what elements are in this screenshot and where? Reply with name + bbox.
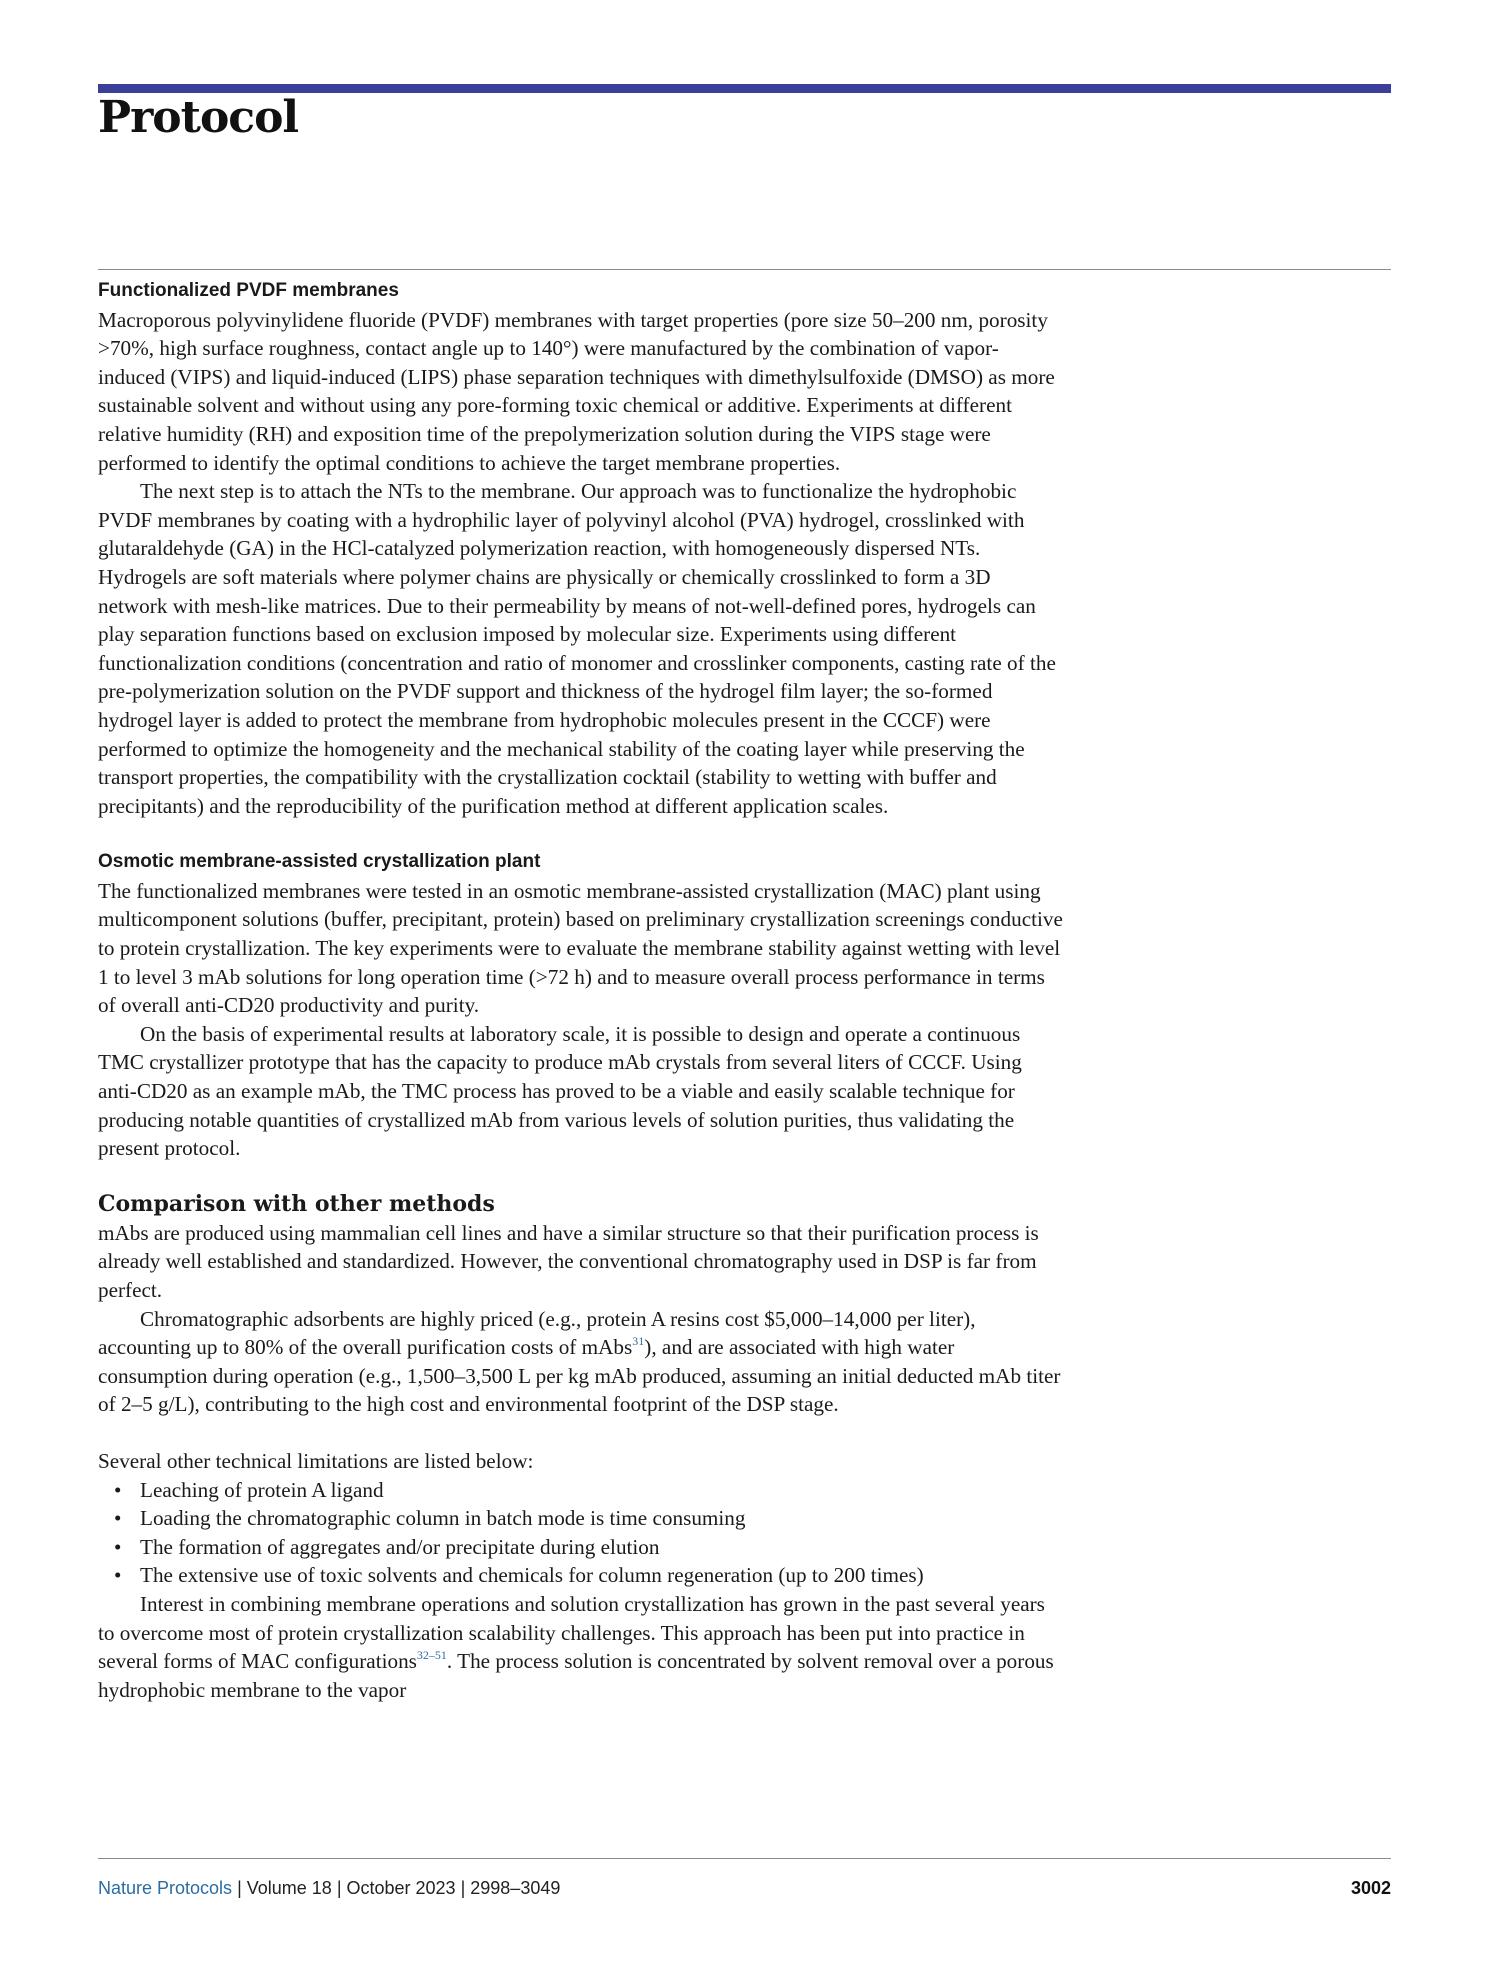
paragraph bbox=[98, 1590, 1063, 1704]
footer-separator: | bbox=[331, 1878, 347, 1898]
list-item: • Loading the chromatographic column in batch mode is time consuming bbox=[114, 1504, 1063, 1533]
page-number: 3002 bbox=[1350, 1878, 1391, 1898]
issue-date: October 2023 bbox=[346, 1878, 456, 1898]
paragraph: Macroporous polyvinylidene fluoride (PVDF) membranes with target properties (pore size 50–200 nm, porosity >70%, high surface roughness, contact angle up to 140°) were manufactured by the combination of vapor-induced (VIPS) and liquid-induced (LIPS) phase separation techniques with dimethylsulfoxide (DMSO) as more sustainable solvent and without using any pore-forming toxic chemical or additive. Experiments at different relative humidity (RH) and exposition time of the prepolymerization solution during the VIPS stage were performed to identify the optimal conditions to achieve the target membrane properties. bbox=[98, 307, 1055, 475]
header-divider bbox=[98, 269, 1391, 270]
volume: Volume 18 bbox=[246, 1878, 332, 1898]
footer-divider bbox=[98, 1858, 1391, 1859]
list-item: • The formation of aggregates and/or precipitate during elution bbox=[114, 1533, 1063, 1562]
page-footer bbox=[98, 1878, 1391, 1899]
text-span: Chromatographic adsorbents are highly priced (e.g., protein A resins cost $5,000–14,000 per liter), accounting up to 80% of the overall purification costs of mAbs bbox=[98, 1306, 976, 1360]
text-span: ), and are associated with high water consumption during operation (e.g., 1,500–3,500 L per kg mAb produced, assuming an initial deducted mAb titer of 2–5 g/L), contributing to the high cost and environmental footprint of the DSP stage. bbox=[98, 1335, 1061, 1417]
subsection-heading-osmotic: Osmotic membrane-assisted crystallization plant bbox=[98, 851, 541, 873]
page-range: 2998–3049 bbox=[470, 1878, 561, 1898]
article-body bbox=[98, 277, 1063, 1704]
citation-link[interactable]: 31 bbox=[632, 1334, 645, 1349]
list-item: • Leaching of protein A ligand bbox=[114, 1476, 1063, 1505]
section-heading-comparison: Comparison with other methods bbox=[98, 1190, 495, 1217]
paragraph: mAbs are produced using mammalian cell lines and have a similar structure so that their purification process is already well established and standardized. However, the conventional chromatography used in DSP is far from perfect. bbox=[98, 1220, 1039, 1302]
paragraph: The next step is to attach the NTs to the membrane. Our approach was to functionalize the hydrophobic PVDF membranes by coating with a hydrophilic layer of polyvinyl alcohol (PVA) hydrogel, crosslinked with glutaraldehyde (GA) in the HCl-catalyzed polymerization reaction, with homogeneously dispersed NTs. Hydrogels are soft materials where polymer chains are physically or chemically crosslinked to form a 3D network with mesh-like matrices. Due to their permeability by means of not-well-defined pores, hydrogels can play separation functions based on exclusion imposed by molecular size. Experiments using different functionalization conditions (concentration and ratio of monomer and crosslinker components, casting rate of the pre-polymerization solution on the PVDF support and thickness of the hydrogel film layer; the so-formed hydrogel layer is added to protect the membrane from hydrophobic molecules present in the CCCF) were performed to optimize the homogeneity and the mechanical stability of the coating layer while preserving the transport properties, the compatibility with the crystallization cocktail (stability to wetting with buffer and precipitants) and the reproducibility of the purification method at different application scales. bbox=[98, 479, 1056, 818]
footer-separator: | bbox=[455, 1878, 471, 1898]
paragraph: The functionalized membranes were tested in an osmotic membrane-assisted crystallization (MAC) plant using multicomponent solutions (buffer, precipitant, protein) based on preliminary crystallization screenings conductive to protein crystallization. The key experiments were to evaluate the membrane stability against wetting with level 1 to level 3 mAb solutions for long operation time (>72 h) and to measure overall process performance in terms of overall anti-CD20 productivity and purity. bbox=[98, 878, 1063, 1018]
subsection-heading-pvdf: Functionalized PVDF membranes bbox=[98, 280, 399, 301]
paragraph: On the basis of experimental results at laboratory scale, it is possible to design and operate a continuous TMC crystallizer prototype that has the capacity to produce mAb crystals from several liters of CCCF. Using anti-CD20 as an example mAb, the TMC process has proved to be a viable and easily scalable technique for producing notable quantities of crystallized mAb from various levels of solution purities, thus validating the present protocol. bbox=[98, 1021, 1022, 1161]
list-intro: Several other technical limitations are listed below: bbox=[98, 1448, 534, 1473]
paragraph bbox=[98, 1305, 1063, 1419]
text-span: Interest in combining membrane operations and solution crystallization has grown in the past several years to overcome most of protein crystallization scalability challenges. This approach has been put into practice in several forms of MAC configurations bbox=[98, 1591, 1045, 1674]
list-item: • The extensive use of toxic solvents and chemicals for column regeneration (up to 200 times) bbox=[114, 1561, 1063, 1590]
footer-separator: | bbox=[232, 1878, 247, 1898]
page-header-title: Protocol bbox=[98, 92, 299, 143]
journal-name[interactable]: Nature Protocols bbox=[98, 1878, 233, 1898]
citation-link[interactable]: 32–51 bbox=[416, 1648, 447, 1663]
text-span: . The process solution is concentrated by solvent removal over a porous hydrophobic membrane to the vapor bbox=[98, 1649, 1054, 1702]
limitations-list bbox=[98, 1476, 1063, 1590]
